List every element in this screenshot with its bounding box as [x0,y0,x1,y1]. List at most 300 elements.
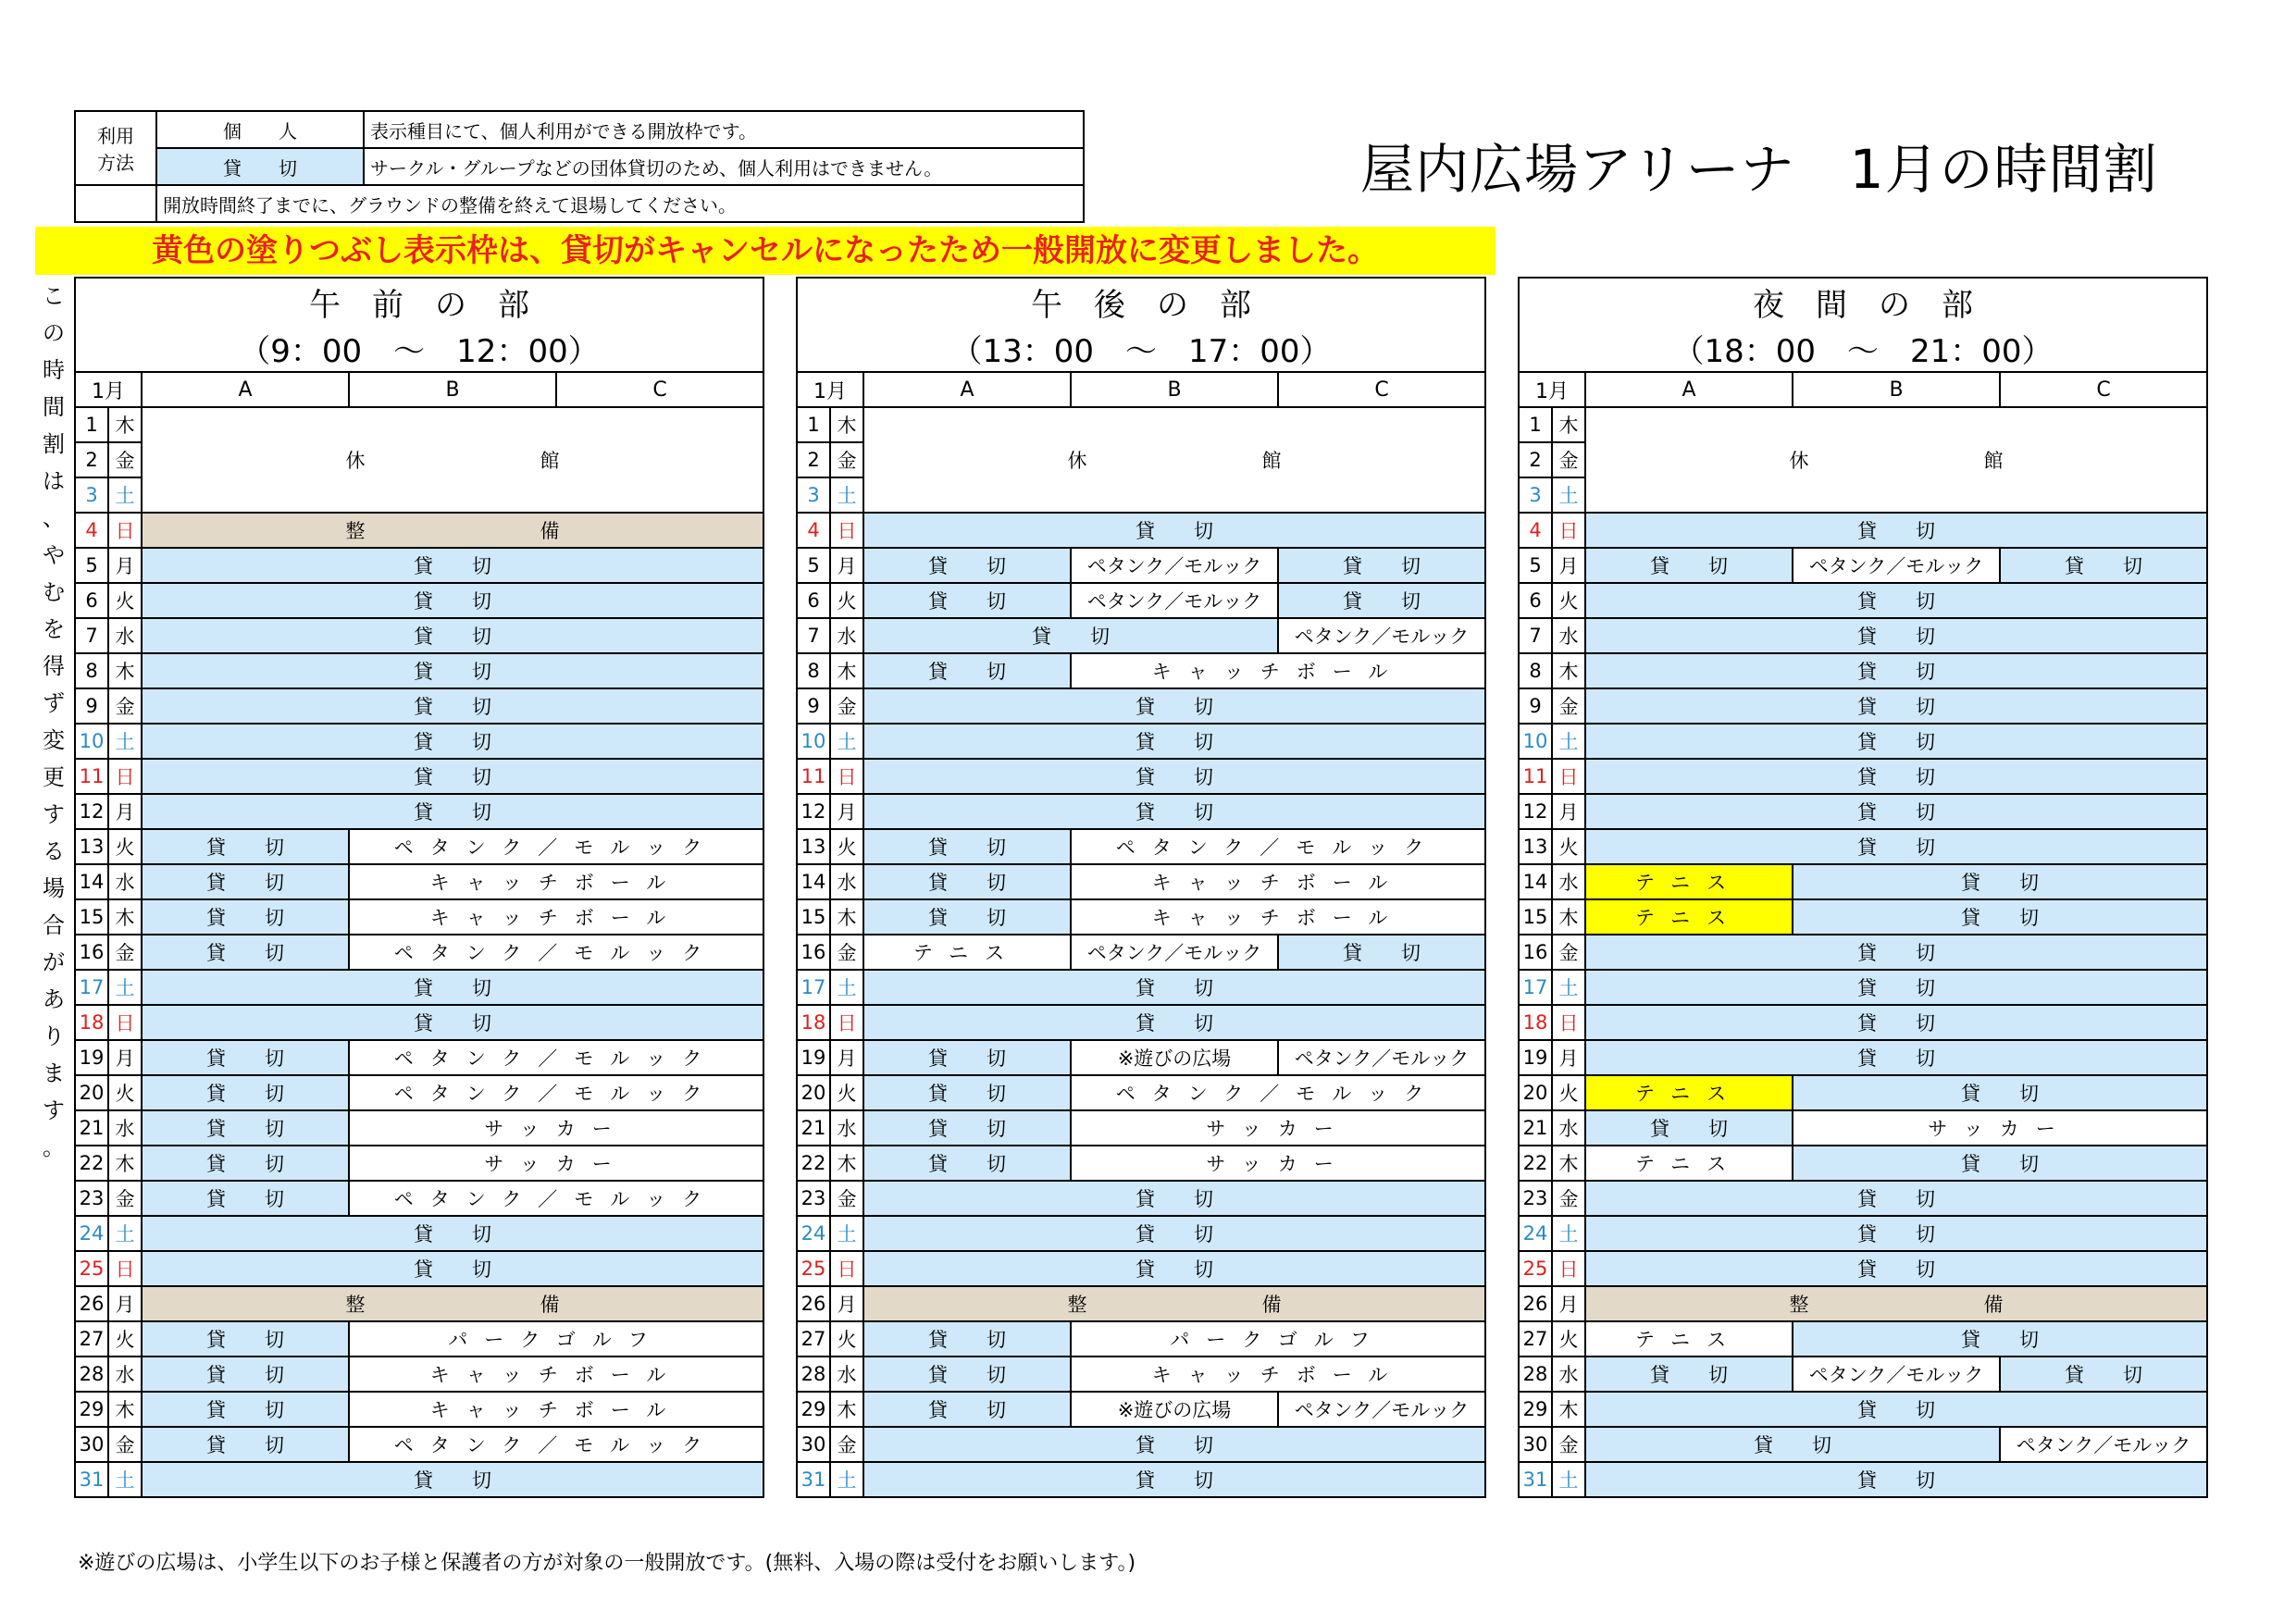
weekday: 金 [1552,1427,1585,1462]
schedule-cell: 貸 切 [863,794,1485,829]
schedule-cell: 貸 切 [142,1005,763,1040]
day-number: 14 [797,864,830,899]
vertical-char: ま [43,1060,65,1086]
session-header-row [797,278,1485,325]
day-number: 6 [1519,583,1552,618]
schedule-cell: 貸 切 [863,1321,1071,1357]
weekday: 木 [830,899,863,935]
schedule-cell: 貸 切 [142,935,349,970]
day-number: 28 [1519,1357,1552,1392]
day-number: 10 [75,724,108,759]
day-row [797,1181,1485,1216]
weekday: 火 [1552,1075,1585,1110]
day-row [1519,935,2207,970]
schedule-cell: テニス [1585,1321,1793,1357]
schedule-cell: テニス [863,935,1071,970]
weekday: 土 [1552,970,1585,1005]
day-row [75,1075,763,1110]
weekday: 木 [1552,407,1585,442]
schedule-cell: 貸 切 [863,1146,1071,1181]
weekday: 水 [830,864,863,899]
schedule-cell: 貸 切 [142,1075,349,1110]
day-row [797,724,1485,759]
schedule-cell: 貸 切 [142,1321,349,1357]
day-row [75,407,763,442]
schedule-cell: 貸 切 [1585,1181,2207,1216]
day-row [797,1321,1485,1357]
day-number: 19 [1519,1040,1552,1075]
weekday: 金 [1552,935,1585,970]
schedule-cell: 貸 切 [142,653,763,688]
day-number: 15 [75,899,108,935]
schedule-cell: ペタンク／モルック [1793,1357,2000,1392]
day-number: 13 [75,829,108,864]
day-number: 9 [1519,688,1552,724]
schedule-cell: 貸 切 [1585,653,2207,688]
day-row [75,688,763,724]
weekday: 月 [1552,1286,1585,1321]
weekday: 水 [108,864,142,899]
day-number: 13 [1519,829,1552,864]
day-row [75,1427,763,1462]
day-row [797,1357,1485,1392]
day-row [75,1392,763,1427]
day-number: 17 [797,970,830,1005]
day-row [797,688,1485,724]
vertical-char: む [43,579,65,605]
schedule-table [1518,277,2208,1498]
day-row [797,583,1485,618]
day-number: 24 [797,1216,830,1251]
day-number: 9 [75,688,108,724]
day-number: 18 [75,1005,108,1040]
schedule-cell: サッカー [1793,1110,2207,1146]
session-name: 夜 間 の 部 [1519,278,2207,325]
schedule-cell: ペタンク／モルック [1793,548,2000,583]
evening-session-table [1518,277,2208,1498]
schedule-cell: ペタンク／モルック [349,935,763,970]
day-number: 25 [797,1251,830,1286]
day-row [797,1040,1485,1075]
weekday: 火 [108,1321,142,1357]
day-number: 6 [797,583,830,618]
day-number: 25 [75,1251,108,1286]
day-number: 8 [1519,653,1552,688]
session-header-row [75,278,763,325]
day-number: 4 [1519,513,1552,548]
weekday: 月 [830,794,863,829]
session-name: 午 後 の 部 [797,278,1485,325]
schedule-cell: 貸 切 [142,1427,349,1462]
schedule-cell: 貸 切 [142,618,763,653]
session-time: （13：00 ～ 17：00） [797,325,1485,372]
day-number: 16 [75,935,108,970]
day-number: 14 [1519,864,1552,899]
day-row [75,1110,763,1146]
day-number: 20 [75,1075,108,1110]
day-row [1519,407,2207,442]
month-label: 1月 [75,372,142,407]
weekday: 日 [108,1005,142,1040]
day-row [75,1216,763,1251]
day-row [797,829,1485,864]
weekday: 土 [830,1462,863,1497]
vertical-char: 変 [43,727,65,753]
schedule-cell: パークゴルフ [1071,1321,1485,1357]
day-number: 7 [75,618,108,653]
schedule-cell: ペタンク／モルック [1071,935,1278,970]
day-number: 27 [797,1321,830,1357]
weekday: 日 [108,759,142,794]
weekday: 金 [830,935,863,970]
day-number: 16 [1519,935,1552,970]
schedule-cell: 貸 切 [863,618,1278,653]
day-row [797,407,1485,442]
day-number: 27 [1519,1321,1552,1357]
day-row [797,653,1485,688]
weekday: 水 [108,1110,142,1146]
weekday: 土 [830,724,863,759]
day-row [1519,1075,2207,1110]
cancellation-notice: 黄色の塗りつぶし表示枠は、貸切がキャンセルになったため一般開放に変更しました。 [35,227,1496,275]
afternoon-session-table [796,277,1486,1498]
day-row [797,1462,1485,1497]
weekday: 木 [830,407,863,442]
day-row [1519,583,2207,618]
day-row [75,583,763,618]
schedule-cell: 貸 切 [1585,1251,2207,1286]
day-number: 29 [75,1392,108,1427]
weekday: 水 [830,1110,863,1146]
schedule-cell: ペタンク／モルック [1278,618,1485,653]
schedule-cell: 貸 切 [1585,1392,2207,1427]
day-number: 6 [75,583,108,618]
day-row [1519,970,2207,1005]
day-number: 3 [797,477,830,513]
schedule-cell: 貸 切 [863,1462,1485,1497]
schedule-cell: 貸 切 [1585,935,2207,970]
schedule-cell: 貸 切 [863,1005,1485,1040]
weekday: 日 [1552,759,1585,794]
schedule-cell: 貸 切 [1585,513,2207,548]
day-number: 31 [797,1462,830,1497]
day-row [75,653,763,688]
day-number: 17 [1519,970,1552,1005]
weekday: 月 [1552,794,1585,829]
weekday: 月 [830,548,863,583]
vertical-char: 割 [43,431,65,457]
weekday: 土 [108,477,142,513]
day-number: 5 [1519,548,1552,583]
day-number: 19 [75,1040,108,1075]
schedule-cell: 貸 切 [1793,1075,2207,1110]
morning-session-table [74,277,764,1498]
schedule-cell: 貸 切 [863,829,1071,864]
schedule-cell: 貸 切 [142,548,763,583]
day-row [1519,1110,2207,1146]
schedule-cell: 貸 切 [142,1181,349,1216]
vertical-char: 合 [43,912,65,938]
vertical-char: す [43,801,65,827]
weekday: 水 [1552,864,1585,899]
schedule-cell: テニス [1585,1075,1793,1110]
weekday: 土 [830,970,863,1005]
weekday: 木 [1552,1146,1585,1181]
vertical-char: 、 [43,505,65,531]
vertical-char: が [43,949,65,975]
closing-note: 開放時間終了までに、グラウンドの整備を終えて退場してください。 [156,185,1084,222]
day-row [75,864,763,899]
weekday: 水 [830,618,863,653]
day-row [797,548,1485,583]
weekday: 金 [830,1181,863,1216]
day-row [75,759,763,794]
weekday: 土 [830,1216,863,1251]
schedule-cell: ※遊びの広場 [1071,1392,1278,1427]
schedule-cell: 貸 切 [863,1040,1071,1075]
day-row [1519,1462,2207,1497]
weekday: 木 [108,1392,142,1427]
session-time-row [1519,325,2207,372]
vertical-char: 間 [43,394,65,420]
day-row [797,1075,1485,1110]
day-number: 29 [797,1392,830,1427]
schedule-cell: 貸 切 [1793,1321,2207,1357]
schedule-cell: 貸 切 [142,583,763,618]
vertical-char: あ [43,986,65,1012]
day-row [797,618,1485,653]
day-number: 19 [797,1040,830,1075]
weekday: 土 [108,1462,142,1497]
schedule-cell: 貸 切 [863,724,1485,759]
schedule-cell: 貸 切 [142,1392,349,1427]
schedule-cell: 貸 切 [142,1462,763,1497]
weekday: 土 [1552,1462,1585,1497]
page-title: 屋内広場アリーナ 1月の時間割 [1360,138,2158,201]
day-number: 25 [1519,1251,1552,1286]
day-row [797,1216,1485,1251]
day-row [797,759,1485,794]
day-row [797,1146,1485,1181]
weekday: 土 [830,477,863,513]
day-row [797,899,1485,935]
day-number: 21 [75,1110,108,1146]
day-number: 23 [797,1181,830,1216]
day-number: 28 [797,1357,830,1392]
schedule-cell: ペタンク／モルック [2000,1427,2207,1462]
day-number: 31 [75,1462,108,1497]
vertical-char: こ [43,283,65,309]
schedule-cell: ペタンク／モルック [349,1427,763,1462]
weekday: 土 [108,1216,142,1251]
schedule-cell: ペタンク／モルック [1071,829,1485,864]
day-number: 11 [1519,759,1552,794]
schedule-cell: 貸 切 [1585,688,2207,724]
day-row [1519,829,2207,864]
schedule-cell: 貸 切 [142,794,763,829]
day-number: 1 [75,407,108,442]
day-row [75,724,763,759]
vertical-char: す [43,1097,65,1123]
day-row [75,899,763,935]
schedule-cell: 貸 切 [1585,618,2207,653]
schedule-cell: 貸 切 [1793,864,2207,899]
day-row [75,794,763,829]
weekday: 水 [1552,1357,1585,1392]
weekday: 木 [108,407,142,442]
day-row [797,1427,1485,1462]
day-number: 27 [75,1321,108,1357]
closed-cell: 休 館 [142,407,763,513]
day-row [1519,1286,2207,1321]
day-row [1519,1146,2207,1181]
schedule-cell: テニス [1585,1146,1793,1181]
court-c-header: C [1278,372,1485,407]
weekday: 木 [1552,653,1585,688]
closed-cell: 休 館 [863,407,1485,513]
weekday: 火 [1552,583,1585,618]
day-number: 11 [75,759,108,794]
weekday: 木 [108,653,142,688]
day-row [797,1251,1485,1286]
session-time-row [797,325,1485,372]
day-number: 30 [1519,1427,1552,1462]
session-time-row [75,325,763,372]
weekday: 金 [1552,442,1585,477]
day-row [1519,1321,2207,1357]
day-number: 22 [75,1146,108,1181]
schedule-cell: 整 備 [1585,1286,2207,1321]
schedule-cell: キャッチボール [1071,653,1485,688]
schedule-cell: 貸 切 [1793,1146,2207,1181]
weekday: 金 [830,442,863,477]
day-number: 22 [797,1146,830,1181]
day-row [75,1005,763,1040]
day-number: 10 [1519,724,1552,759]
weekday: 木 [1552,899,1585,935]
day-number: 12 [75,794,108,829]
day-number: 26 [1519,1286,1552,1321]
schedule-cell: 貸 切 [1585,1110,1793,1146]
day-row [75,548,763,583]
day-number: 2 [1519,442,1552,477]
personal-label: 個 人 [156,111,364,148]
weekday: 水 [1552,1110,1585,1146]
schedule-cell: 貸 切 [1585,548,1793,583]
schedule-cell: 貸 切 [1585,1216,2207,1251]
day-row [75,513,763,548]
schedule-cell: 貸 切 [142,1146,349,1181]
weekday: 木 [830,1146,863,1181]
court-a-header: A [863,372,1071,407]
weekday: 月 [108,1040,142,1075]
schedule-cell: 貸 切 [1585,1357,1793,1392]
schedule-cell: 貸 切 [1278,583,1485,618]
court-b-header: B [1793,372,2000,407]
schedule-cell: 貸 切 [863,864,1071,899]
day-row [1519,759,2207,794]
usage-legend [74,110,1085,223]
day-row [1519,688,2207,724]
usage-method-label: 利用 方法 [75,111,156,185]
change-notice-vertical [35,278,72,1166]
weekday: 金 [830,1427,863,1462]
weekday: 日 [830,1005,863,1040]
schedule-cell: ※遊びの広場 [1071,1040,1278,1075]
weekday: 金 [108,1181,142,1216]
schedule-cell: ペタンク／モルック [349,1181,763,1216]
schedule-cell: 貸 切 [142,970,763,1005]
court-header-row [75,372,763,407]
day-row [75,618,763,653]
day-number: 11 [797,759,830,794]
schedule-cell: 貸 切 [1278,548,1485,583]
day-number: 24 [75,1216,108,1251]
schedule-cell: テニス [1585,864,1793,899]
day-row [75,935,763,970]
schedule-cell: ペタンク／モルック [1278,1040,1485,1075]
day-row [1519,1427,2207,1462]
weekday: 火 [830,583,863,618]
day-number: 3 [75,477,108,513]
schedule-cell: 貸 切 [863,1357,1071,1392]
day-number: 10 [797,724,830,759]
schedule-cell: 貸 切 [863,1110,1071,1146]
court-a-header: A [142,372,349,407]
schedule-cell: ペタンク／モルック [349,1040,763,1075]
court-header-row [797,372,1485,407]
vertical-char: を [43,616,65,642]
day-row [1519,1216,2207,1251]
schedule-cell: ペタンク／モルック [1071,1075,1485,1110]
day-row [797,513,1485,548]
charter-label: 貸 切 [156,148,364,185]
schedule-cell: 貸 切 [1585,1427,2000,1462]
schedule-cell: 貸 切 [1585,1005,2207,1040]
day-row [75,1251,763,1286]
schedule-cell: 貸 切 [863,513,1485,548]
day-number: 12 [1519,794,1552,829]
day-number: 23 [75,1181,108,1216]
weekday: 金 [1552,688,1585,724]
court-header-row [1519,372,2207,407]
day-row [797,1110,1485,1146]
day-number: 7 [1519,618,1552,653]
schedule-cell: 貸 切 [863,583,1071,618]
schedule-cell: キャッチボール [1071,899,1485,935]
vertical-char: 時 [43,357,65,383]
weekday: 水 [830,1357,863,1392]
schedule-cell: 整 備 [142,1286,763,1321]
schedule-cell: 貸 切 [142,688,763,724]
day-number: 13 [797,829,830,864]
day-number: 26 [797,1286,830,1321]
schedule-cell: キャッチボール [1071,1357,1485,1392]
vertical-char: り [43,1023,65,1049]
schedule-cell: 貸 切 [142,899,349,935]
day-row [75,1146,763,1181]
day-number: 20 [797,1075,830,1110]
schedule-cell: 貸 切 [1585,724,2207,759]
day-number: 15 [797,899,830,935]
schedule-cell: 貸 切 [1793,899,2207,935]
schedule-cell: 貸 切 [863,1251,1485,1286]
court-c-header: C [2000,372,2207,407]
schedule-cell: 貸 切 [863,1075,1071,1110]
schedule-cell: パークゴルフ [349,1321,763,1357]
day-row [1519,1005,2207,1040]
session-time: （9：00 ～ 12：00） [75,325,763,372]
